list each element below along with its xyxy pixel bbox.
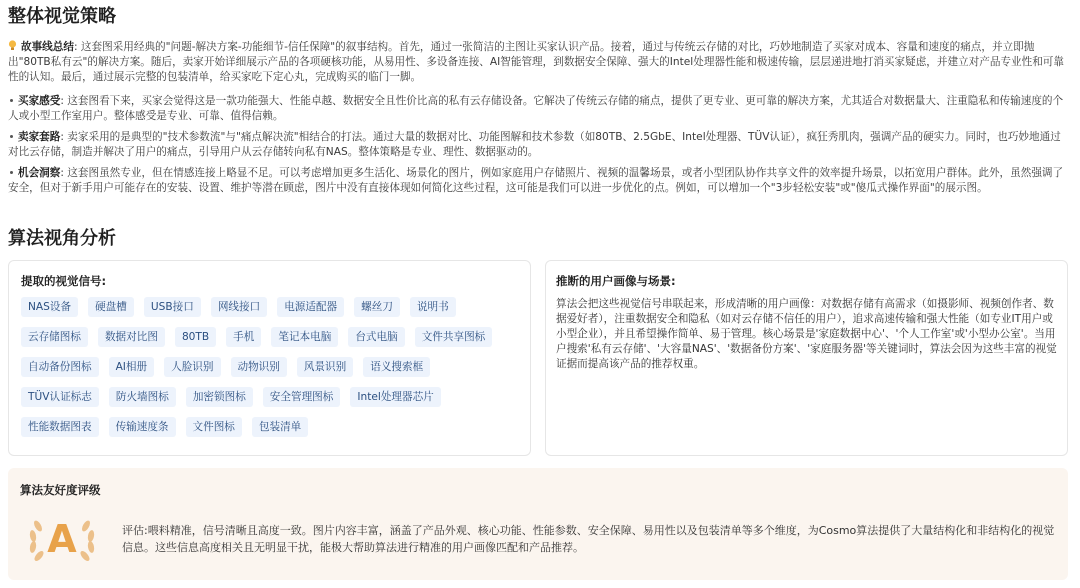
grade-description: 评估:喂料精准，信号清晰且高度一致。图片内容丰富，涵盖了产品外观、核心功能、性能参数、安全保障、易用性以及包装清单等多个维度，为Cosmo算法提供了大量结构化和非结构化的视觉信息。这些信息高度相关且无明显干扰，能极大帮助算法进行精准的用户画像匹配和产品推荐。: [122, 524, 1055, 554]
signal-tag[interactable]: 80TB: [175, 327, 216, 347]
signal-tag[interactable]: 网线接口: [211, 297, 267, 317]
seller-text: : 卖家采用的是典型的"技术参数流"与"痛点解决流"相结合的打法。通过大量的数据对比、功能图解和技术参数（如80TB、2.5GbE、Intel处理器、TÜV认证），疯狂秀肌肉，强调产品的硬实力。同时，也巧妙地通过对比云存储，制造并解决了用户的痛点，引导用户从云存储转向私有NAS。整体策略是专业、理性、数据驱动的。: [8, 131, 1061, 158]
signal-tag[interactable]: 安全管理图标: [263, 387, 341, 407]
visual-signals-title: 提取的视觉信号:: [21, 274, 107, 288]
signal-tag[interactable]: 云存储图标: [21, 327, 88, 347]
signal-tag[interactable]: TÜV认证标志: [21, 387, 99, 407]
buyer-label: 买家感受: [18, 95, 61, 107]
signal-tag[interactable]: 文件图标: [186, 417, 242, 437]
persona-title: 推断的用户画像与场景:: [556, 274, 676, 288]
grade-panel: [8, 468, 1068, 580]
signal-tag[interactable]: 手机: [226, 327, 261, 347]
signal-tag[interactable]: 人脸识别: [164, 357, 220, 377]
seller-label: 卖家套路: [18, 131, 61, 143]
signal-tag[interactable]: 性能数据图表: [21, 417, 99, 437]
persona-card: [545, 260, 1068, 456]
grade-title: 算法友好度评级: [20, 483, 101, 497]
signal-tag[interactable]: 风景识别: [297, 357, 353, 377]
signal-tag[interactable]: 语义搜索框: [363, 357, 430, 377]
strategy-title: 整体视觉策略: [8, 6, 116, 27]
visual-signals-card: [8, 260, 531, 456]
signal-tag[interactable]: 笔记本电脑: [271, 327, 338, 347]
signal-tag[interactable]: 硬盘槽: [88, 297, 134, 317]
signal-tag[interactable]: 传输速度条: [109, 417, 176, 437]
signal-tag[interactable]: 加密锁图标: [186, 387, 253, 407]
lightbulb-icon: [8, 40, 17, 51]
signal-tag[interactable]: 自动备份图标: [21, 357, 99, 377]
grade-letter: A: [47, 517, 77, 561]
signal-tag[interactable]: 包装清单: [252, 417, 308, 437]
signal-tag[interactable]: 数据对比图: [98, 327, 165, 347]
signal-tag[interactable]: NAS设备: [21, 297, 78, 317]
persona-text: 算法会把这些视觉信号串联起来，形成清晰的用户画像：对数据存储有高需求（如摄影师、视频创作者、数据爱好者），注重数据安全和隐私（如对云存储不信任的用户），追求高速传输和强大性能（如专业IT用户或小型企业），并且希望操作简单、易于管理。核心场景是'家庭数据中心'、'个人工作室'或'小型办公室'。当用户搜索'私有云存储'、'大容量NAS'、'数据备份方案'、'家庭服务器'等关键词时，算法会因为这些丰富的视觉证据而提高该产品的推荐权重。: [556, 298, 1057, 370]
grade-badge: [22, 516, 102, 562]
signal-tag-list: [21, 297, 518, 437]
storyline-paragraph: [8, 40, 1068, 85]
algorithm-title: 算法视角分析: [8, 228, 116, 249]
bullet-icon: [10, 135, 13, 138]
storyline-text: : 这套图采用经典的"问题-解决方案-功能细节-信任保障"的叙事结构。首先，通过一张简洁的主图让买家认识产品。接着，通过与传统云存储的对比，巧妙地制造了买家对成本、容量和速度的痛点，并立即抛出"80TB私有云"的解决方案。随后，卖家开始详细展示产品的各项硬核功能，从易用性、多设备连接、AI智能管理，到数据安全保障、强大的Intel处理器性能和极速传输，层层递进地打消买家疑虑，并建立对产品专业性和可靠性的认知。最后，通过展示完整的包装清单，给买家吃下定心丸，完成购买的临门一脚。: [8, 41, 1064, 83]
signal-tag[interactable]: 电源适配器: [277, 297, 344, 317]
seller-paragraph: [8, 130, 1068, 160]
opportunity-text: : 这套图虽然专业，但在情感连接上略显不足。可以考虑增加更多生活化、场景化的图片，例如家庭用户存储照片、视频的温馨场景，或者小型团队协作共享文件的效率提升场景，以拓宽用户群体。此外，虽然强调了安全，但对于新手用户可能存在的安装、设置、维护等潜在顾虑，图片中没有直接体现如何简化这些过程，这可能是我们可以进一步优化的点。例如，可以增加一个"3步轻松安装"或"傻瓜式操作界面"的展示图。: [8, 167, 1064, 194]
opportunity-label: 机会洞察: [18, 167, 61, 179]
signal-tag[interactable]: AI相册: [109, 357, 155, 377]
storyline-label: 故事线总结: [21, 41, 74, 53]
signal-tag[interactable]: 文件共享图标: [415, 327, 493, 347]
signal-tag[interactable]: 螺丝刀: [354, 297, 400, 317]
bullet-icon: [10, 171, 13, 174]
signal-tag[interactable]: 动物识别: [231, 357, 287, 377]
signal-tag[interactable]: 说明书: [410, 297, 456, 317]
opportunity-paragraph: [8, 166, 1068, 196]
buyer-text: : 这套图看下来，买家会觉得这是一款功能强大、性能卓越、数据安全且性价比高的私有云存储设备。它解决了传统云存储的痛点，提供了更专业、更可靠的解决方案，尤其适合对数据量大、注重隐私和传输速度的个人或小型工作室用户。整体感受是专业、可靠、值得信赖。: [8, 95, 1064, 122]
buyer-paragraph: [8, 94, 1068, 124]
signal-tag[interactable]: 防火墙图标: [109, 387, 176, 407]
bullet-icon: [10, 99, 13, 102]
signal-tag[interactable]: USB接口: [144, 297, 201, 317]
signal-tag[interactable]: Intel处理器芯片: [350, 387, 440, 407]
signal-tag[interactable]: 台式电脑: [348, 327, 404, 347]
